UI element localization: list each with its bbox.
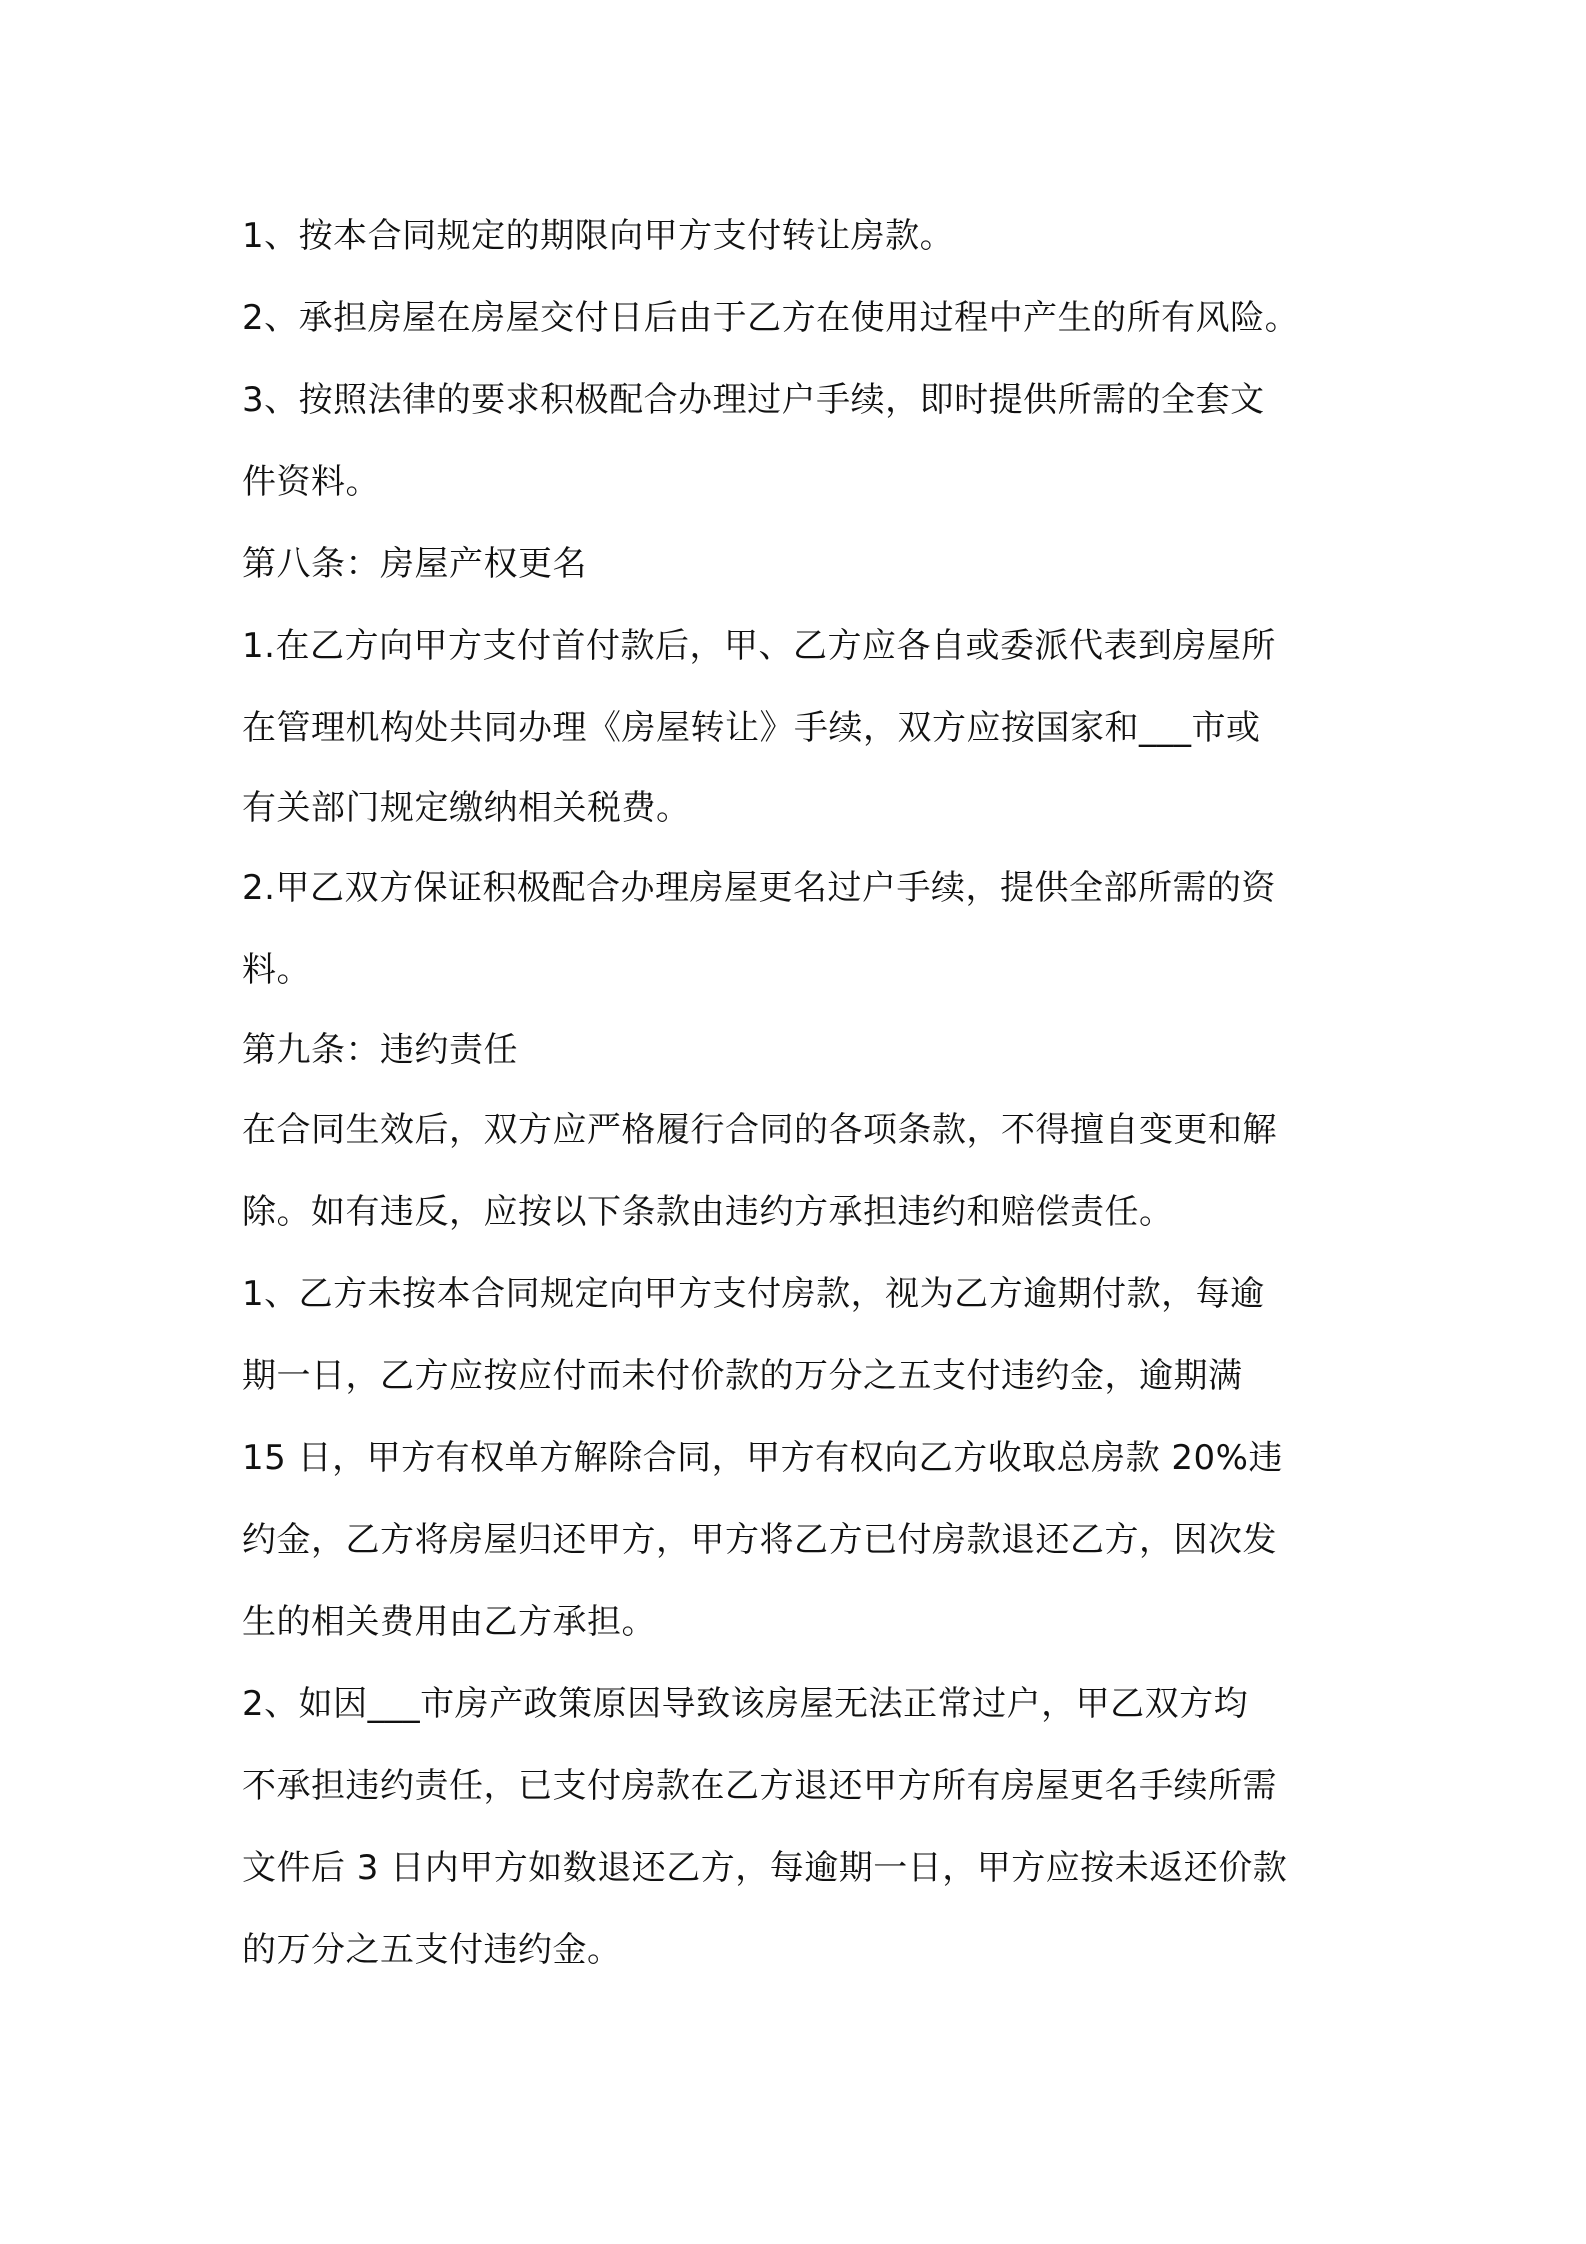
text-line: 2、如因___市房产政策原因导致该房屋无法正常过户，甲乙双方均: [242, 1684, 1249, 1724]
text-line: 文件后 3 日内甲方如数退还乙方，每逾期一日，甲方应按未返还价款: [242, 1848, 1288, 1888]
text-line: 1.在乙方向甲方支付首付款后，甲、乙方应各自或委派代表到房屋所: [242, 626, 1276, 666]
text-line: 件资料。: [242, 462, 380, 502]
text-line: 约金，乙方将房屋归还甲方，甲方将乙方已付房款退还乙方，因次发: [242, 1520, 1277, 1560]
text-line: 1、乙方未按本合同规定向甲方支付房款，视为乙方逾期付款，每逾: [242, 1274, 1265, 1314]
text-line: 2、承担房屋在房屋交付日后由于乙方在使用过程中产生的所有风险。: [242, 298, 1300, 338]
text-line: 有关部门规定缴纳相关税费。: [242, 788, 691, 828]
text-line: 在管理机构处共同办理《房屋转让》手续，双方应按国家和___市或: [242, 708, 1261, 748]
document-page: [242, 195, 1357, 1991]
section-heading: 第九条：违约责任: [242, 1030, 518, 1070]
text-line: 期一日，乙方应按应付而未付价款的万分之五支付违约金，逾期满: [242, 1356, 1243, 1396]
text-line: 2.甲乙双方保证积极配合办理房屋更名过户手续，提供全部所需的资: [242, 868, 1276, 908]
text-line: 3、按照法律的要求积极配合办理过户手续，即时提供所需的全套文: [242, 380, 1265, 420]
text-line: 15 日，甲方有权单方解除合同，甲方有权向乙方收取总房款 20%违: [242, 1438, 1283, 1478]
text-line: 除。如有违反，应按以下条款由违约方承担违约和赔偿责任。: [242, 1192, 1174, 1232]
text-line: 料。: [242, 950, 311, 990]
section-heading: 第八条：房屋产权更名: [242, 544, 587, 584]
text-line: 在合同生效后，双方应严格履行合同的各项条款，不得擅自变更和解: [242, 1110, 1277, 1150]
text-line: 生的相关费用由乙方承担。: [242, 1602, 656, 1642]
text-line: 1、按本合同规定的期限向甲方支付转让房款。: [242, 216, 955, 256]
text-line: 不承担违约责任，已支付房款在乙方退还甲方所有房屋更名手续所需: [242, 1766, 1277, 1806]
text-line: 的万分之五支付违约金。: [242, 1930, 622, 1970]
